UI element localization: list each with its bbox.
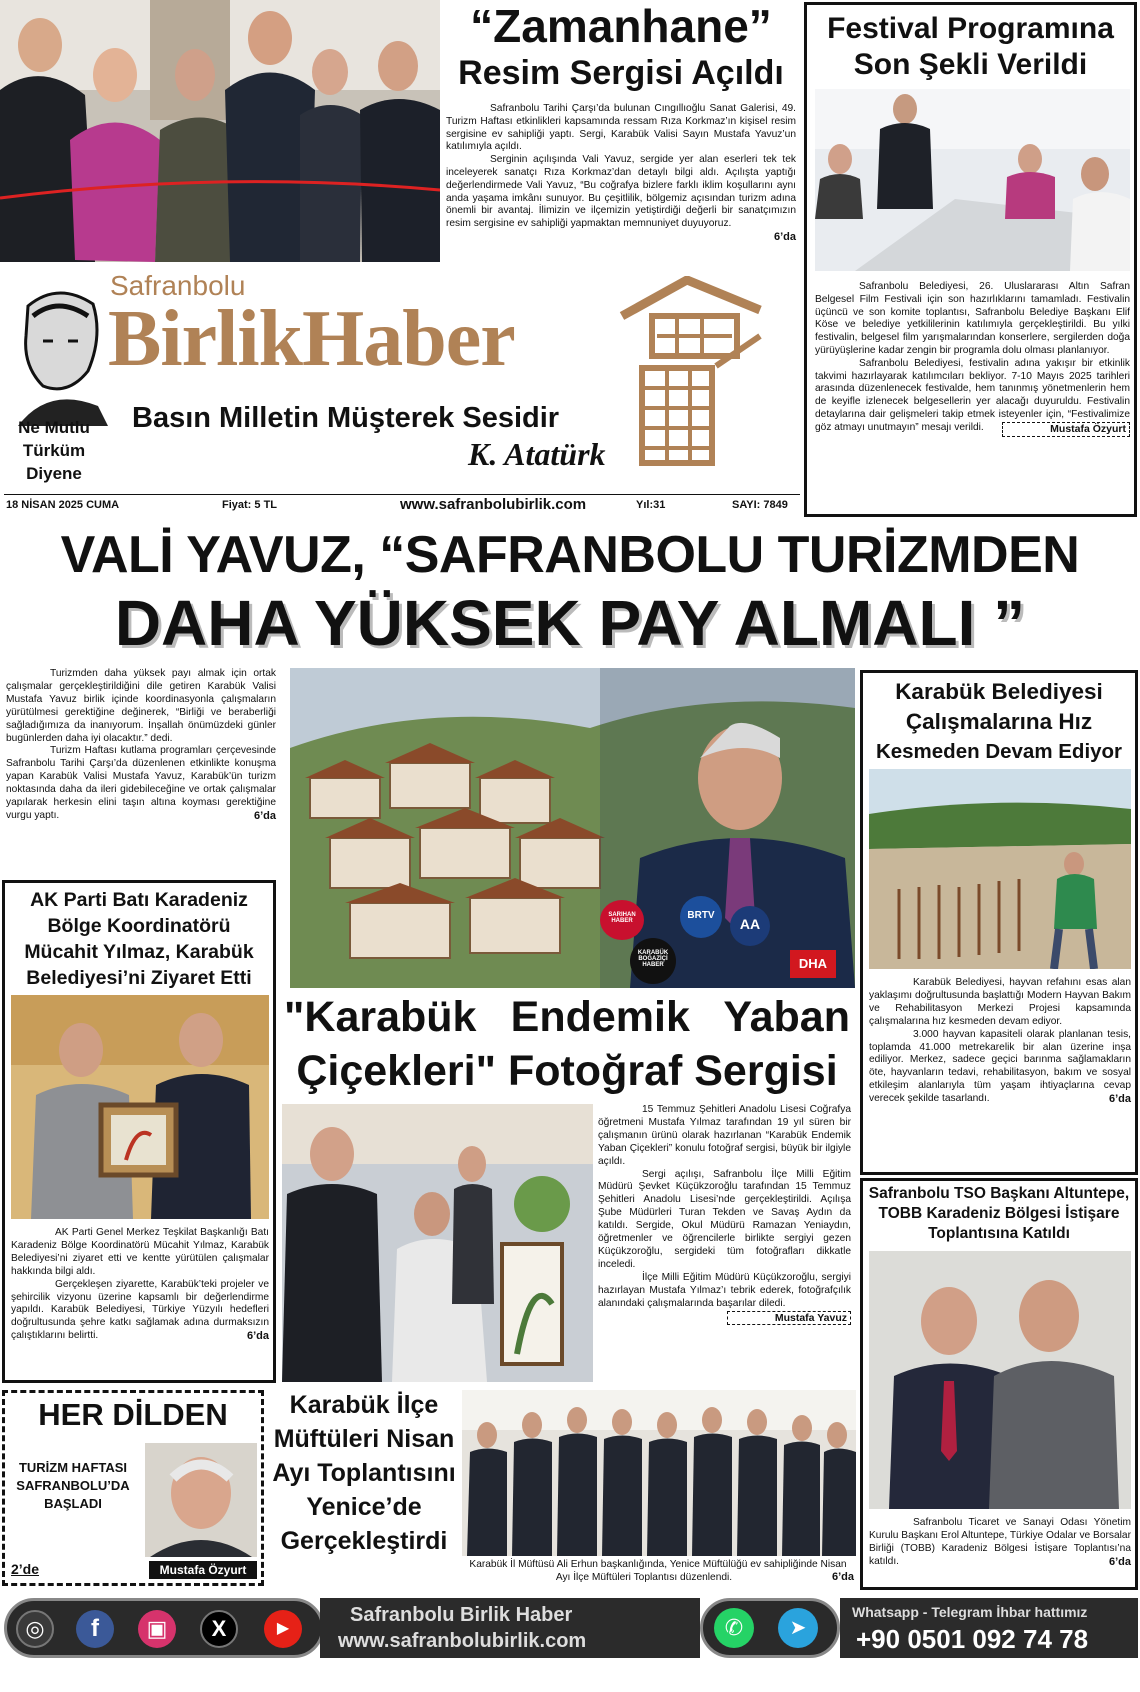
herdilden-teaser: TURİZM HAFTASI SAFRANBOLU’DA BAŞLADI [16, 1460, 130, 1511]
lead-paragraph: Turizmden daha yüksek payı almak için ortak çalışmalar gerçekleştirildiğini dile getiren Karabük Valisi Mustafa Yavuz birlik içinde koordinasyonla çalışmaların yürütülmesi gerektiğine değinerek, “Birliği ve beraberliği sağladığımıza da inanıyorum. İnşallah önümüzdeki günler bugünlerden daha iyi olacaktır.” dedi. [6, 668, 276, 744]
issue-info-bar [4, 494, 800, 513]
exhibition-photo [282, 1104, 593, 1382]
mic-label: SARIHAN HABER [600, 900, 644, 940]
endemik-title-line1: "Karabük Endemik Yaban [284, 993, 850, 1041]
top-story-paragraph: Safranbolu Tarihi Çarşı’da bulunan Cıngıllıoğlu Sanat Galerisi, 49. Turizm Haftası etkinlikleri kapsamında ressam Rıza Korkmaz’ın kişisel resim sergisine ev sahipliği yaptı. Sergi, Karabük Valisi Sayın Mustafa Yavuz’un katılımıyla açıldı. [446, 103, 796, 153]
tso-photo [869, 1251, 1131, 1509]
belediye-box [860, 670, 1138, 1175]
akparti-title: AK Parti Batı Karadeniz Bölge Koordinatörü Mücahit Yılmaz, Karabük Belediyesi’ni Ziyaret Etti [24, 889, 254, 989]
mic-label: KARABÜK BOĞAZİÇİ HABER [630, 938, 676, 984]
hotline-phone[interactable]: +90 0501 092 74 78 [856, 1624, 1089, 1654]
endemik-title-line2: Çiçekleri" Fotoğraf Sergisi [296, 1047, 838, 1095]
governor-speech-photo [290, 668, 855, 988]
belediye-paragraph: Karabük Belediyesi, hayvan refahını esas alan yaklaşımı doğrultusunda başlattığı Modern Hayvan Bakım ve Rehabilitasyon Merkezi Projesi kapsamında çalışmalarına hız kesmeden devam ediyor. [869, 977, 1131, 1027]
main-headline-line1: VALİ YAVUZ, “SAFRANBOLU TURİZMDEN [60, 526, 1080, 584]
akparti-box [2, 880, 276, 1383]
akparti-visit-photo [11, 995, 269, 1219]
issue-number: SAYI: 7849 [732, 499, 788, 511]
top-story-title [440, 0, 802, 94]
lead-paragraph: Turizm Haftası kutlama programları çerçevesinde Safranbolu Tarihi Çarşı’da düzenlenen etkinlikte konuşma yapan Karabük Valisi Mustafa Yavuz, Karabük’ün turizm noktasında daha da ileri gidebileceğine ve ortak çalışmalar yapılarak herkesin elini taşın altına koyması gerektiğine vurgu yaptı. 6’da [6, 745, 276, 822]
telegram-icon[interactable]: ➤ [778, 1608, 818, 1648]
columnist-photo [145, 1443, 257, 1557]
motto: Basın Milletin Müşterek Sesidir [132, 402, 560, 434]
instagram-icon[interactable]: ▣ [138, 1610, 176, 1648]
continue-ref[interactable]: 6’da [831, 1571, 854, 1583]
logo-big-text: BirlikHaber [108, 295, 515, 383]
muftuler-title: Karabük İlçe Müftüleri Nisan Ayı Toplantısını Yenice’de Gerçekleştirdi [272, 1391, 456, 1555]
ataturk-portrait [8, 276, 108, 426]
belediye-title-line: Çalışmalarına Hız [905, 709, 1093, 734]
akparti-paragraph: AK Parti Genel Merkez Teşkilat Başkanlığı Batı Karadeniz Bölge Koordinatörü Mücahit Yılmaz, Karabük Belediyesi’ni ziyaret etti ve kentte yürütülen çalışmalar hakkında bilgi aldı. [11, 1227, 269, 1277]
tso-box [860, 1178, 1138, 1590]
belediye-title-line: Kesmeden Devam Ediyor [875, 740, 1123, 763]
herdilden-box [2, 1390, 264, 1586]
issue-price: Fiyat: 5 TL [222, 499, 278, 511]
belediye-title [863, 673, 1135, 767]
author-byline: Mustafa Yavuz [727, 1311, 851, 1326]
top-story-title-line1: “Zamanhane” [470, 0, 772, 52]
continue-ref[interactable]: 6’da [253, 809, 276, 822]
festival-box [804, 2, 1137, 517]
quote-line: Diyene [26, 464, 82, 483]
mic-label: AA [730, 906, 770, 946]
top-story-paragraph: Serginin açılışında Vali Yavuz, sergide yer alan eserleri tek tek inceleyerek sanatçı Rıza Korkmaz’dan detaylı bilgi aldı. Açılışta yaptığı değerlendirmede Vali Yavuz, “Bu coğrafya bizlere farklı iklim koşullarını aynı anda yaşama imkânı sunuyor. Bu çeşitlilik, bölgemiz açısından turizm adına önemli bir avantaj. İlimizin ve ilçemizin yetiştirdiği değerli bir sanatçımızın resim sergisine ev sahipliği yapmaktan memnuniyet duyuyoruz. 6’da [446, 154, 796, 243]
akparti-paragraph: Gerçekleşen ziyarette, Karabük’teki projeler ve şehircilik vizyonu üzerine kapsamlı bir değerlendirme yapıldı. Karabük Belediyesi, Türkiye Yüzyılı hedefleri doğrultusunda şehre katkı sağlamak adına durmaksızın çalıştıklarını belirtti. 6’da [11, 1278, 269, 1343]
continue-ref[interactable]: 6’da [1108, 1555, 1131, 1568]
facebook-icon[interactable]: f [76, 1610, 114, 1648]
endemik-paragraph: 15 Temmuz Şehitleri Anadolu Lisesi Coğrafya öğretmeni Mustafa Yılmaz tarafından 19 yıl süren bir çalışmanın ürünü olarak hazırlanan “Karabük Endemik Yaban Çiçekleri” konulu fotoğraf sergisi, büyük bir ilgiyle açıldı. [598, 1104, 851, 1167]
ribbon-cutting-photo [0, 0, 440, 262]
author-byline: Mustafa Özyurt [1002, 422, 1130, 437]
tso-title: Safranbolu TSO Başkanı Altuntepe, TOBB Karadeniz Bölgesi İstişare Toplantısına Katıldı [868, 1185, 1130, 1242]
festival-title: Festival Programına Son Şekli Verildi [827, 12, 1114, 81]
muftuler-group-photo [462, 1390, 856, 1556]
festival-paragraph: Safranbolu Belediyesi, 26. Uluslararası Altın Safran Belgesel Film Festivali için son hazırlıklarını tamamladı. Festivalin üçüncü ve son komite toplantısı, Safranbolu Belediye Başkanı Elif Köse ve belediye yetkililerinin katılımıyla gerçekleştirildi. Bu yılki festivalin, belgesel film yarışmalarından konserlere, sergilerden doğa yürüyüşlerine kadar zengin bir programla dolu olması planlanıyor. [815, 281, 1130, 356]
herdilden-title: HER DİLDEN [38, 1397, 228, 1432]
main-headline-line2: DAHA YÜKSEK PAY ALMALI ” [114, 587, 1026, 659]
whatsapp-icon[interactable]: ✆ [714, 1608, 754, 1648]
endemik-paragraph: İlçe Milli Eğitim Müdürü Küçükzoroğlu, sergiyi hazırlayan Mustafa Yılmaz’ı tebrik ederek, fotoğrafçılık alanındaki çalışmalarında başarılar diledi. Mustafa Yavuz [598, 1271, 851, 1324]
endemik-body [598, 1104, 851, 1325]
continue-ref[interactable]: 2’de [11, 1561, 40, 1577]
endemik-paragraph: Sergi açılışı, Safranbolu İlçe Milli Eğitim Müdürü Şevket Küçükzoroğlu tarafından 15 Temmuz Şehitleri Anadolu Lisesi’nde gerçekleştirildi. Açılışa Şube Müdürleri Turan Tekden ve Savaş Aydın da katıldı. Sergide, Okul Müdürü Ramazan Yeniaydın, öğretmenler ve öğrencilerle birlikte sergiyi gezen Küçükzoroğlu, sergideki tüm fotoğrafları dikkatle inceledi. [598, 1168, 851, 1270]
mic-label: DHA [790, 950, 836, 978]
dribbble-icon[interactable]: ◎ [16, 1610, 54, 1648]
continue-ref[interactable]: 6’da [1108, 1093, 1131, 1106]
main-headline [0, 524, 1140, 660]
continue-ref[interactable]: 6’da [773, 230, 796, 243]
ataturk-quote [4, 416, 104, 485]
website-link[interactable]: www.safranbolubirlik.com [400, 496, 587, 513]
ataturk-signature: K. Atatürk [468, 436, 606, 472]
microphone-labels [600, 900, 855, 988]
youtube-icon[interactable]: ▶ [264, 1610, 302, 1648]
quote-line: Ne Mutlu [18, 418, 90, 437]
belediye-title-line: Karabük Belediyesi [895, 679, 1103, 704]
logo-small-text: Safranbolu [110, 270, 246, 301]
tso-paragraph: Safranbolu Ticaret ve Sanayi Odası Yönetim Kurulu Başkanı Erol Altuntepe, Türkiye Odalar ve Borsalar Birliği (TOBB) Karadeniz Bölgesi İstişare Toplantısı’na katıldı. 6’da [869, 1517, 1131, 1568]
author-byline: Mustafa Özyurt [149, 1561, 257, 1579]
footer-paper-name: Safranbolu Birlik Haber [350, 1604, 573, 1626]
muftuler-caption: Karabük İl Müftüsü Ali Erhun başkanlığında, Yenice Müftülüğü ev sahipliğinde Nisan Ayı İlçe Müftüleri Toplantısı düzenlendi. 6’da [469, 1559, 854, 1583]
hotline-label: Whatsapp - Telegram İhbar hattımız [852, 1604, 1088, 1620]
issue-year: Yıl:31 [636, 499, 666, 511]
footer-bar [0, 1596, 1140, 1692]
belediye-paragraph: 3.000 hayvan kapasiteli olarak planlanan tesis, toplamda 41.000 metrekarelik bir alan üzerine inşa ediliyor. Merkez, sadece geçici barınma sağlamakların öte, hayvanların tedavi, rehabilitasyon, bakım ve sosyal etkileşim alanlarıyla tüm yaşam ihtiyaçlarına cevap verecek şekilde tasarlandı. 6’da [869, 1028, 1131, 1106]
festival-body [815, 281, 1130, 437]
masthead [0, 268, 800, 516]
meeting-photo [815, 89, 1130, 271]
continue-ref[interactable]: 6’da [246, 1330, 269, 1343]
endemik-title [284, 990, 850, 1098]
top-story-title-line2: Resim Sergisi Açıldı [458, 54, 784, 92]
belediye-body [869, 977, 1131, 1106]
lead-story-body [6, 668, 276, 823]
top-story-body [446, 103, 796, 244]
footer-website-link[interactable]: www.safranbolubirlik.com [338, 1630, 587, 1652]
issue-date: 18 NİSAN 2025 CUMA [6, 499, 120, 511]
x-twitter-icon[interactable]: X [200, 1610, 238, 1648]
akparti-body [11, 1227, 269, 1343]
logo-house-icon [612, 276, 762, 466]
tso-body [869, 1517, 1131, 1569]
mic-label: BRTV [680, 896, 722, 938]
quote-line: Türküm [22, 441, 86, 460]
construction-photo [869, 769, 1131, 969]
festival-paragraph: Safranbolu Belediyesi, festivalin adına yakışır bir etkinlik takvimi hazırlayarak katılımcıları bekliyor. 7-10 Mayıs 2025 tarihleri arasında düzenlenecek festivalde, hem tanınmış yönetmenlerin hem de keyifle izlenecek belgesellerin yer alacağı duyuruldu. Festivalin detaylarına dair gelişmeleri takip etmek isteyenler için, “Festivalimize göz atmayı unutmayın” mesajı verildi. Mustafa Özyurt [815, 357, 1130, 435]
